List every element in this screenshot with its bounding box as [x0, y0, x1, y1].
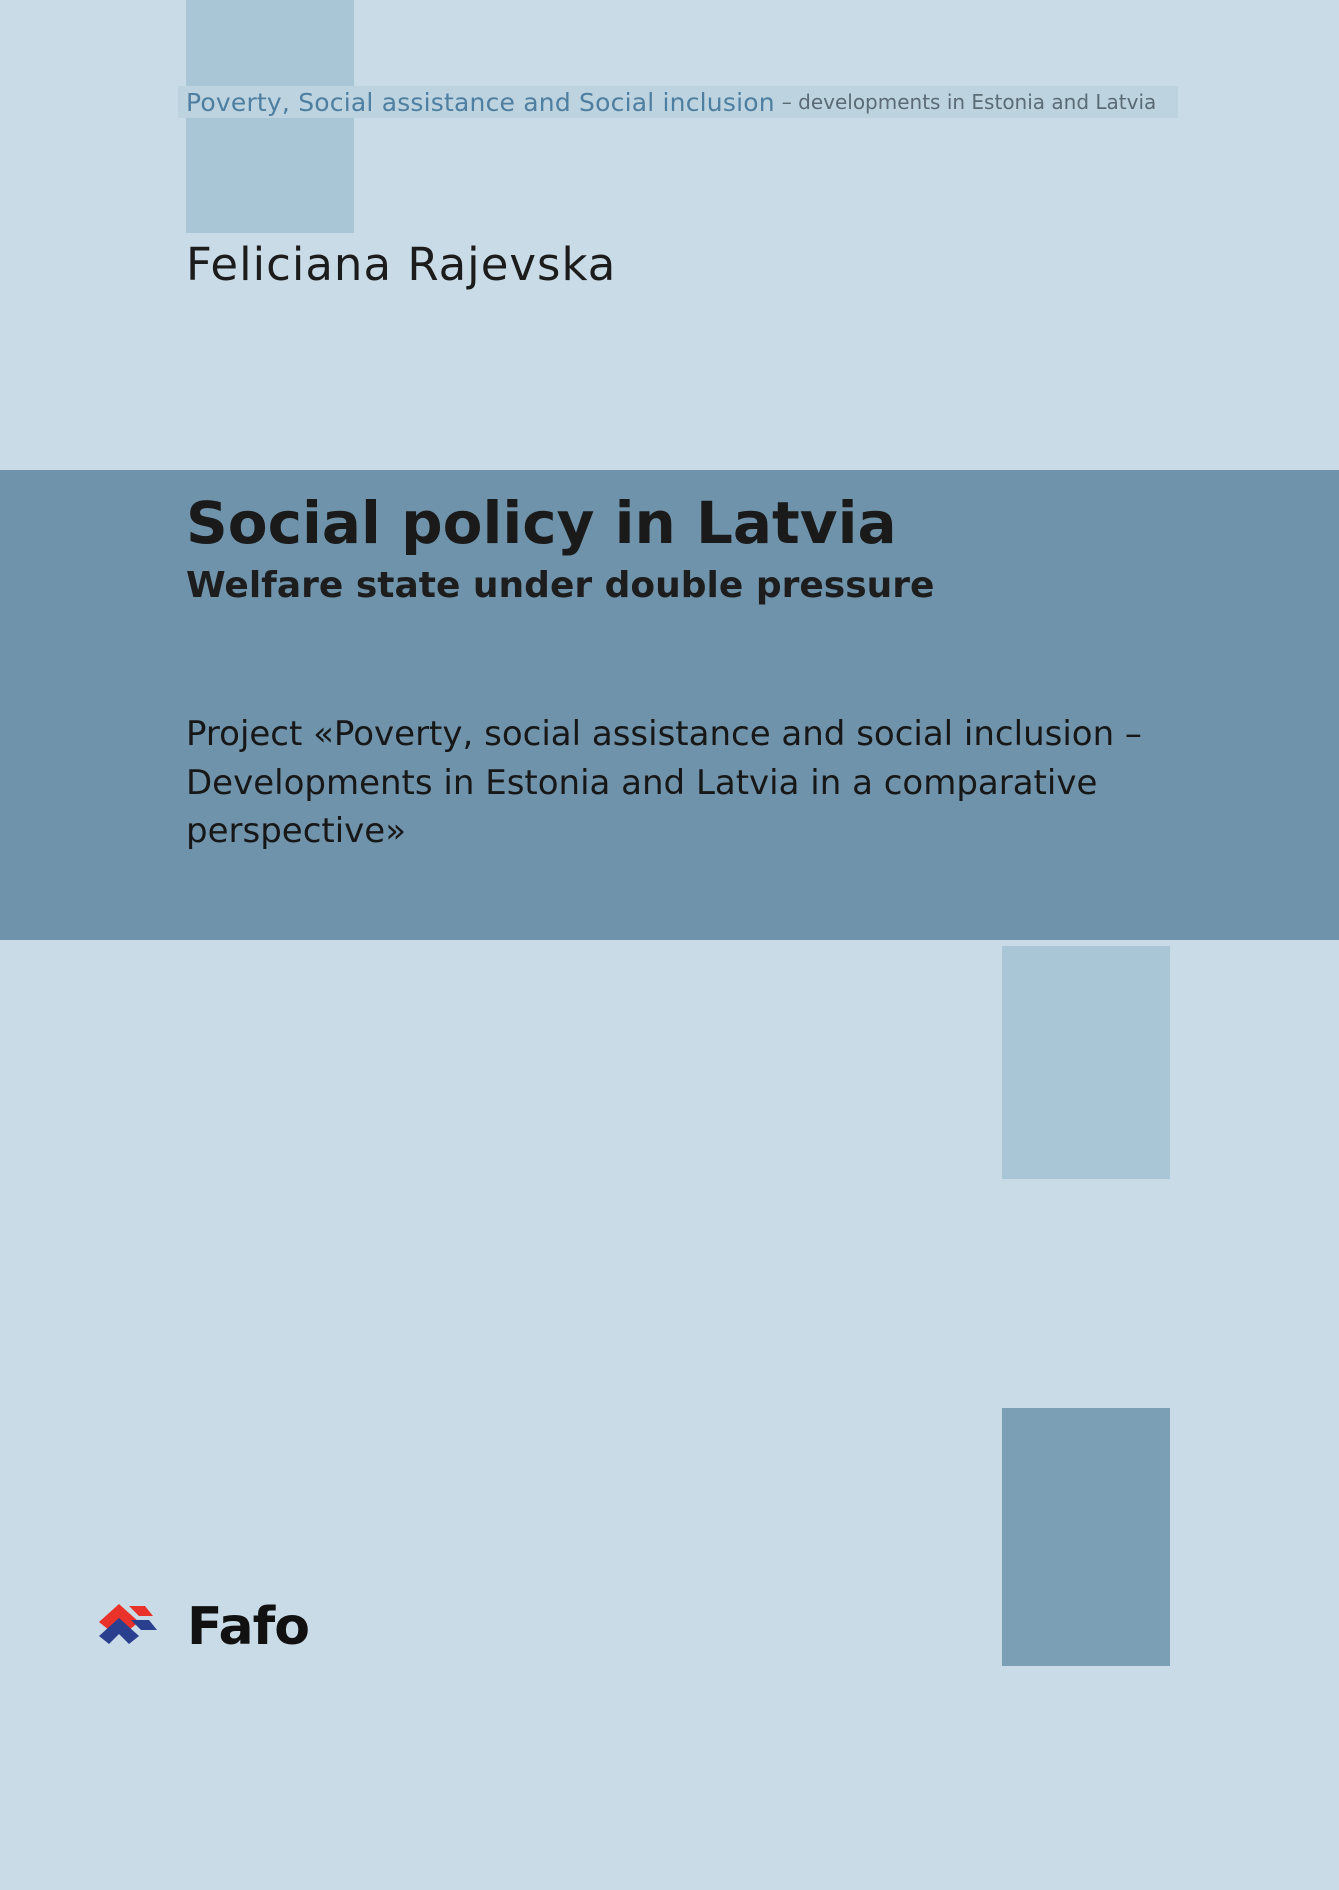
- page-title: Social policy in Latvia: [186, 489, 897, 557]
- project-description: Project «Poverty, social assistance and social inclusion – Developments in Estonia and Latvia in a comparative perspective»: [186, 714, 1142, 852]
- author-name: Feliciana Rajevska: [186, 238, 617, 291]
- series-subtitle: – developments in Estonia and Latvia: [781, 90, 1157, 114]
- series-banner: [178, 86, 1178, 118]
- decorative-block-lower-right: [1002, 1408, 1170, 1666]
- title-band: [0, 470, 1339, 940]
- publisher-name: Fafo: [187, 1597, 309, 1657]
- publisher-logo: [95, 1596, 309, 1658]
- series-title: Poverty, Social assistance and Social inclusion: [186, 87, 775, 117]
- fafo-chevron-logo-icon: [95, 1596, 179, 1658]
- page-subtitle: Welfare state under double pressure: [186, 565, 935, 606]
- decorative-block-middle-right: [1002, 946, 1170, 1179]
